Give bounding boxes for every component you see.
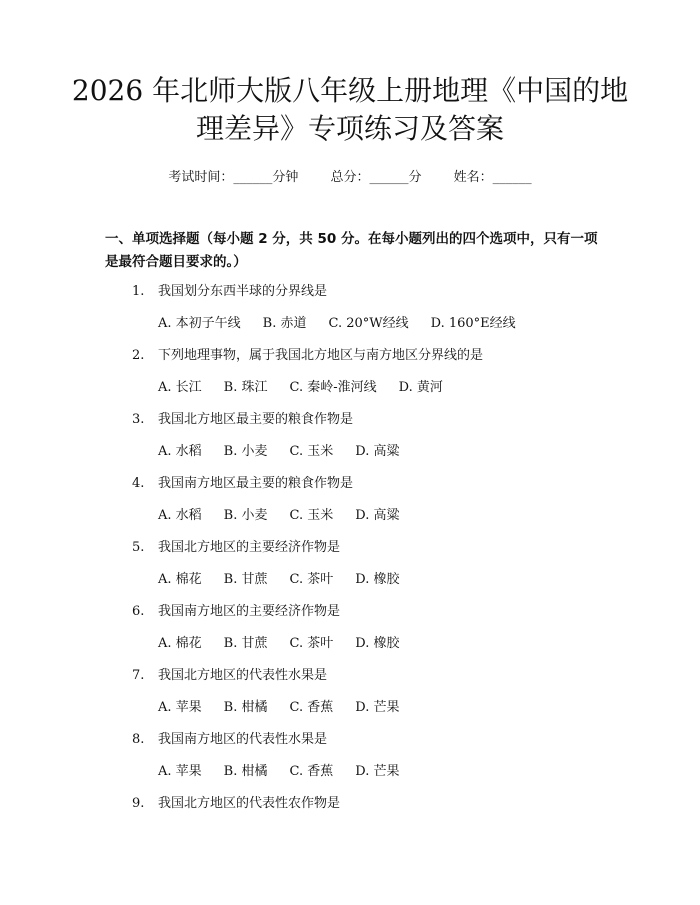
- question-text: 我国南方地区的主要经济作物是: [158, 604, 341, 619]
- answer-option: A. 本初子午线: [158, 316, 241, 331]
- answer-option: C. 20°W经线: [328, 316, 409, 331]
- answer-option: B. 甘蔗: [223, 572, 268, 587]
- question-stem: [132, 474, 353, 494]
- title-line-1: 2026 年北师大版八年级上册地理《中国的地: [71, 74, 629, 107]
- question-number: 4.: [132, 476, 145, 491]
- answer-option: A. 苹果: [158, 764, 202, 779]
- answer-option: C. 玉米: [289, 508, 334, 523]
- option-row: [158, 570, 421, 590]
- question-item: [0, 666, 700, 730]
- total-score-field: 总分：______分: [330, 170, 422, 185]
- answer-option: D. 160°E经线: [430, 316, 516, 331]
- question-item: [0, 794, 700, 858]
- exam-time-field: 考试时间：______分钟: [168, 170, 299, 185]
- answer-option: A. 长江: [158, 380, 202, 395]
- question-text: 我国划分东西半球的分界线是: [158, 284, 328, 299]
- question-item: [0, 602, 700, 666]
- option-row: [158, 442, 421, 462]
- question-item: [0, 410, 700, 474]
- question-number: 7.: [132, 668, 145, 683]
- question-number: 6.: [132, 604, 145, 619]
- question-stem: [132, 410, 353, 430]
- question-item: [0, 538, 700, 602]
- question-number: 9.: [132, 796, 145, 811]
- answer-option: B. 柑橘: [223, 700, 268, 715]
- answer-option: B. 柑橘: [223, 764, 268, 779]
- answer-option: A. 水稻: [158, 444, 202, 459]
- answer-option: D. 橡胶: [355, 572, 400, 587]
- answer-option: C. 香蕉: [289, 764, 334, 779]
- document-title: [60, 72, 640, 148]
- question-text: 我国北方地区的代表性水果是: [158, 668, 328, 683]
- answer-option: C. 茶叶: [289, 636, 334, 651]
- question-stem: [132, 282, 327, 302]
- question-text: 我国南方地区最主要的粮食作物是: [158, 476, 354, 491]
- answer-option: B. 赤道: [262, 316, 307, 331]
- answer-option: B. 珠江: [223, 380, 268, 395]
- question-item: [0, 346, 700, 410]
- answer-option: B. 小麦: [223, 444, 268, 459]
- question-item: [0, 282, 700, 346]
- question-number: 3.: [132, 412, 145, 427]
- answer-option: D. 橡胶: [355, 636, 400, 651]
- student-name-field: 姓名：______: [453, 170, 532, 185]
- answer-option: D. 高粱: [355, 508, 400, 523]
- option-row: [158, 378, 465, 398]
- answer-option: D. 芒果: [355, 764, 400, 779]
- question-text: 下列地理事物，属于我国北方地区与南方地区分界线的是: [158, 348, 484, 363]
- title-line-2: 理差异》专项练习及答案: [195, 112, 504, 145]
- question-text: 我国南方地区的代表性水果是: [158, 732, 328, 747]
- question-text: 我国北方地区最主要的粮食作物是: [158, 412, 354, 427]
- section-heading: [105, 228, 600, 274]
- answer-option: B. 小麦: [223, 508, 268, 523]
- answer-option: C. 香蕉: [289, 700, 334, 715]
- answer-option: C. 玉米: [289, 444, 334, 459]
- option-row: [158, 314, 538, 334]
- question-item: [0, 474, 700, 538]
- answer-option: B. 甘蔗: [223, 636, 268, 651]
- question-text: 我国北方地区的代表性农作物是: [158, 796, 341, 811]
- question-list: [0, 282, 700, 858]
- question-text: 我国北方地区的主要经济作物是: [158, 540, 341, 555]
- answer-option: D. 芒果: [355, 700, 400, 715]
- question-stem: [132, 346, 483, 366]
- option-row: [158, 506, 421, 526]
- answer-option: A. 棉花: [158, 636, 202, 651]
- question-number: 1.: [132, 284, 145, 299]
- option-row: [158, 762, 421, 782]
- answer-option: D. 黄河: [398, 380, 443, 395]
- answer-option: C. 茶叶: [289, 572, 334, 587]
- question-stem: [132, 538, 340, 558]
- question-stem: [132, 602, 340, 622]
- question-stem: [132, 730, 327, 750]
- section-heading-line-1: 一、单项选择题（每小题 2 分，共 50 分。在每小题列出的四个选项中，只有一项: [105, 231, 598, 247]
- answer-option: C. 秦岭-淮河线: [289, 380, 377, 395]
- question-stem: [132, 794, 340, 814]
- question-stem: [132, 666, 327, 686]
- option-row: [158, 698, 421, 718]
- exam-info-row: [60, 168, 640, 188]
- option-row: [158, 634, 421, 654]
- answer-option: A. 水稻: [158, 508, 202, 523]
- answer-option: D. 高粱: [355, 444, 400, 459]
- answer-option: A. 苹果: [158, 700, 202, 715]
- answer-option: A. 棉花: [158, 572, 202, 587]
- question-item: [0, 730, 700, 794]
- section-heading-line-2: 是最符合题目要求的。）: [105, 254, 247, 270]
- question-number: 8.: [132, 732, 145, 747]
- question-number: 2.: [132, 348, 145, 363]
- question-number: 5.: [132, 540, 145, 555]
